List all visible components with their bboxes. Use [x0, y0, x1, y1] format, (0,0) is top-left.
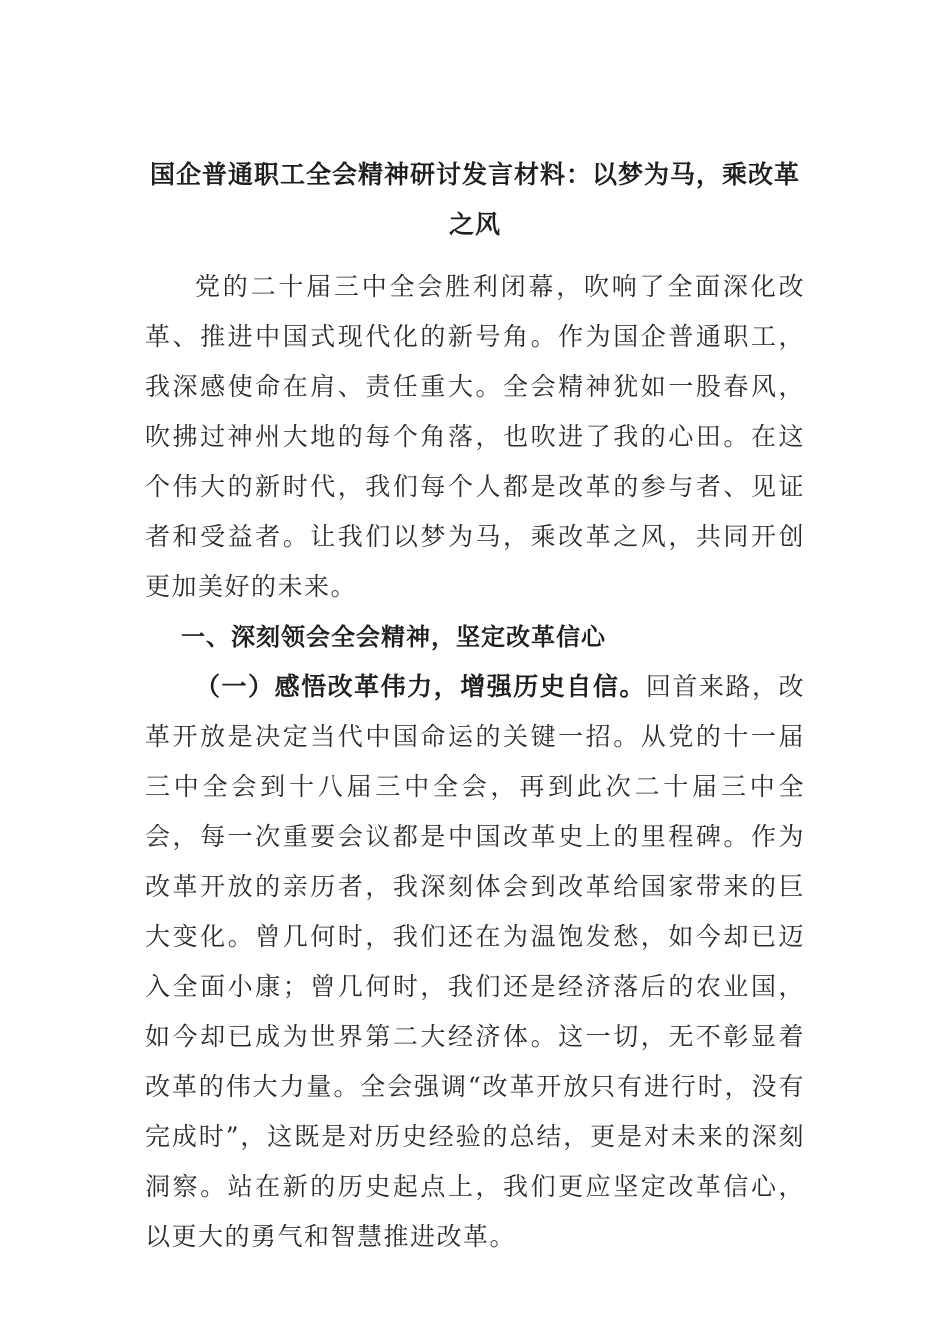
document-body [145, 262, 805, 1262]
section-heading-1: 一、深刻领会全会精神，坚定改革信心 [181, 622, 606, 651]
intro-paragraph: 党的二十届三中全会胜利闭幕，吹响了全面深化改革、推进中国式现代化的新号角。作为国企普通职工，我深感使命在肩、责任重大。全会精神犹如一股春风，吹拂过神州大地的每个角落，也吹进了我的心田。在这个伟大的新时代，我们每个人都是改革的参与者、见证者和受益者。让我们以梦为马，乘改革之风，共同开创更加美好的未来。 [145, 272, 805, 601]
subsection-paragraph-1 [145, 662, 805, 1262]
subsection-lead-1: （一）感悟改革伟力，增强历史自信。 [195, 672, 646, 701]
subsection-text-1: 回首来路，改革开放是决定当代中国命运的关键一招。从党的十一届三中全会到十八届三中全会，再到此次二十届三中全会，每一次重要会议都是中国改革史上的里程碑。作为改革开放的亲历者，我深刻体会到改革给国家带来的巨大变化。曾几何时，我们还在为温饱发愁，如今却已迈入全面小康；曾几何时，我们还是经济落后的农业国，如今却已成为世界第二大经济体。这一切，无不彰显着改革的伟大力量。全会强调“改革开放只有进行时，没有完成时”，这既是对历史经验的总结，更是对未来的深刻洞察。站在新的历史起点上，我们更应坚定改革信心，以更大的勇气和智慧推进改革。 [145, 672, 805, 1251]
document-title: 国企普通职工全会精神研讨发言材料：以梦为马，乘改革之风 [149, 160, 800, 239]
